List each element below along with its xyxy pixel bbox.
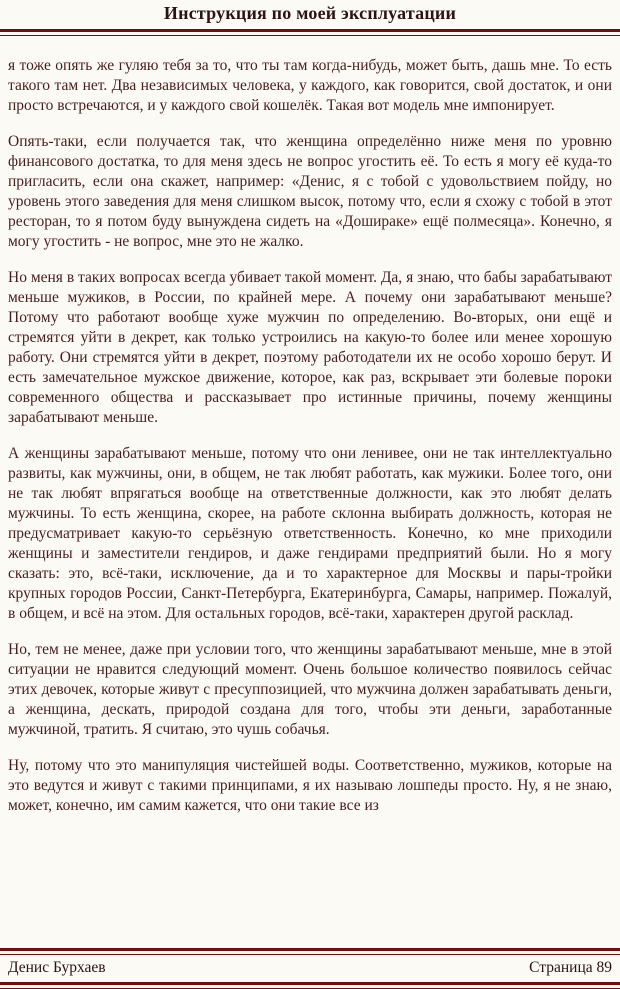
paragraph: Ну, потому что это манипуляция чистейшей воды. Соответственно, мужиков, которые на это ведутся и живут с такими принципами, я их называю лошпеды просто. Ну, я не знаю, может, конечно, им самим кажется, что они такие все из (8, 757, 612, 814)
chapter-title: Инструкция по моей эксплуатации (163, 3, 457, 23)
paragraph: Но, тем не менее, даже при условии того, что женщины зарабатывают меньше, мне в этой ситуации не нравится следующий момент. Очень большое количество появилось сейчас этих девочек, которые живут с пресуппозицией, что мужчина должен зарабатывать деньги, а женщина, дескать, природой создана для того, чтобы эти деньги, заработанные мужчиной, тратить. Я считаю, это чушь собачья. (8, 641, 612, 738)
paragraph: Опять-таки, если получается так, что женщина определённо ниже меня по уровню финансового достатка, то для меня здесь не вопрос угостить её. То есть я могу её куда-то пригласить, если она скажет, например: «Денис, я с тобой с удовольствием пойду, но уровень этого заведения для меня слишком высок, потому что, если я схожу с тобой в этот ресторан, то я потом буду вынуждена сидеть на «Дошираке» ещё полмесяца». Конечно, я могу угостить - не вопрос, мне это не жалко. (8, 133, 612, 250)
page-header (0, 0, 620, 36)
author-name: Денис Бурхаев (8, 959, 106, 976)
footer-row (0, 955, 620, 982)
page-footer (0, 948, 620, 989)
footer-rule-top (0, 948, 620, 955)
paragraph: я тоже опять же гуляю тебя за то, что ты там когда-нибудь, может быть, дашь мне. То есть такого там нет. Два независимых человека, у каждого, как говорится, свой достаток, и они просто встречаются, и у каждого свой кошелёк. Такая вот модель мне импонирует. (8, 57, 612, 114)
footer-rule-bottom (0, 982, 620, 989)
header-rule (0, 29, 620, 36)
paragraph: А женщины зарабатывают меньше, потому что они ленивее, они не так интеллектуально развиты, как мужчины, они, в общем, не так любят работать, как мужики. Более того, они не так любят впрягаться вообще на ответственные должности, как это любят делать мужчины. То есть женщина, скорее, на работе склонна выбирать должность, которая не предусматривает какую-то серьёзную ответственность. Конечно, ко мне приходили женщины и заместители гендиров, и даже гендирами предприятий были. Но я могу сказать: это, всё-таки, исключение, да и то характерное для Москвы и пары-тройки крупных городов России, Санкт-Петербурга, Екатеринбурга, Самары, например. Пожалуй, в общем, и всё на этом. Для остальных городов, всё-таки, характерен другой расклад. (8, 445, 612, 622)
paragraph: Но меня в таких вопросах всегда убивает такой момент. Да, я знаю, что бабы зарабатывают меньше мужиков, в России, по крайней мере. А почему они зарабатывают меньше? Потому что работают вообще хуже мужчин по определению. Во-вторых, они ещё и стремятся уйти в декрет, как только устроились на какую-то более или менее хорошую работу. Они стремятся уйти в декрет, поэтому работодатели их не особо хорошо берут. И есть замечательное мужское движение, которое, как раз, вскрывает эти болевые пороки современного общества и рассказывает про истинные причины, почему женщины зарабатывают меньше. (8, 269, 612, 426)
page-number: Страница 89 (529, 959, 612, 976)
page-content[interactable] (0, 36, 620, 948)
